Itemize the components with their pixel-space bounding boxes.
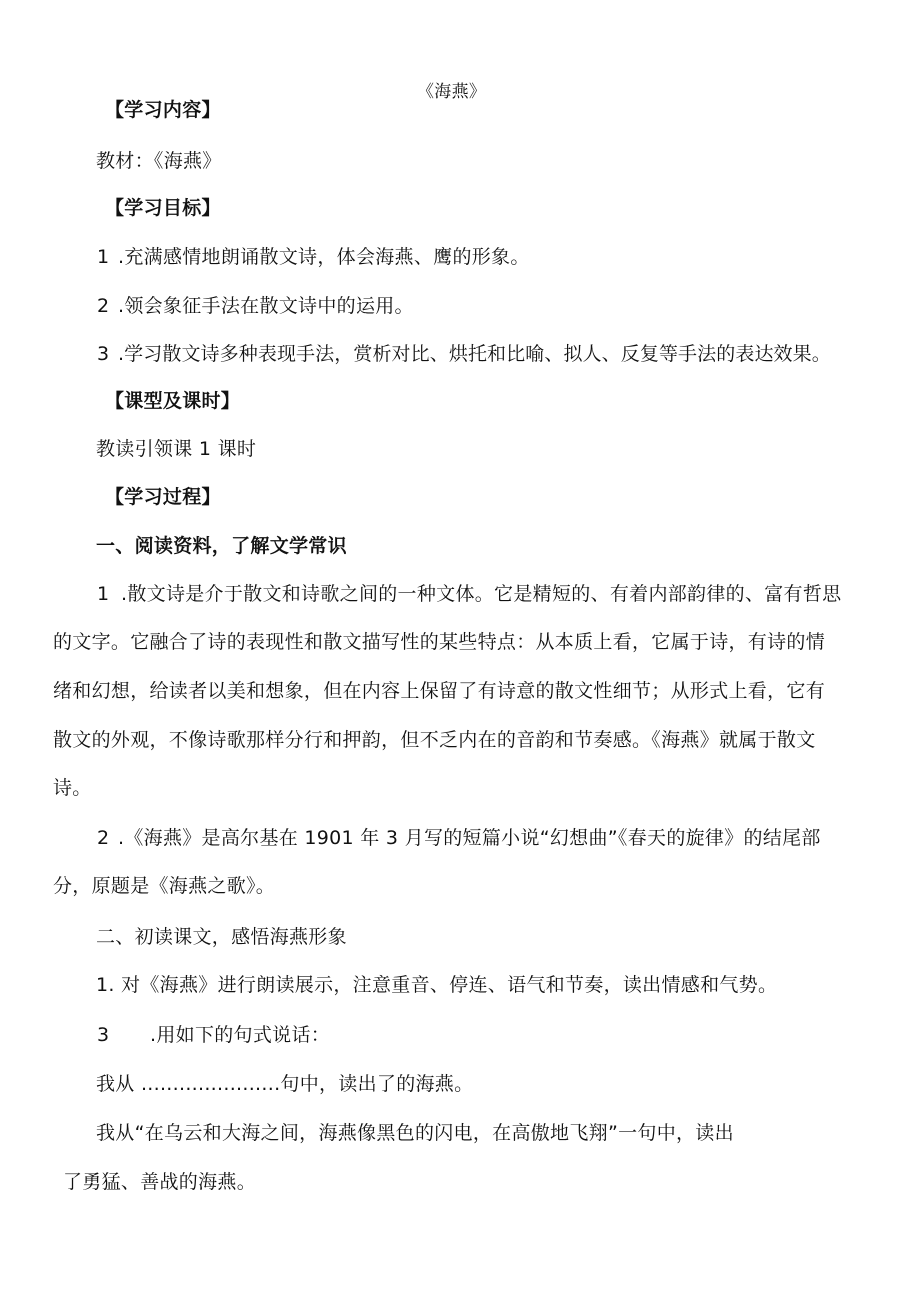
goal-1-number: 1 bbox=[97, 246, 110, 268]
goal-item-1 bbox=[97, 245, 530, 269]
paragraph-1-number: 1 bbox=[97, 583, 110, 605]
example-line-2: 了勇猛、善战的海燕。 bbox=[63, 1171, 257, 1193]
goal-1-text: .充满感情地朗诵散文诗，体会海燕、鹰的形象。 bbox=[118, 246, 530, 268]
part-2-item-1: 1. 对《海燕》进行朗读展示，注意重音、停连、语气和节奏，读出情感和气势。 bbox=[96, 974, 778, 996]
learning-process-header: 【学习过程】 bbox=[105, 486, 221, 508]
goal-2-text: .领会象征手法在散文诗中的运用。 bbox=[118, 295, 414, 317]
lesson-type-text: 教读引领课 1 课时 bbox=[96, 438, 257, 460]
part-2-heading: 二、初读课文，感悟海燕形象 bbox=[96, 926, 347, 948]
lesson-type-header: 【课型及课时】 bbox=[105, 390, 241, 412]
paragraph-1-line-1 bbox=[97, 582, 841, 606]
part-2-item-3-number: 3 bbox=[97, 1024, 110, 1046]
goal-item-2 bbox=[97, 294, 414, 318]
example-line-1: 我从“在乌云和大海之间，海燕像黑色的闪电，在高傲地飞翔”一句中，读出 bbox=[96, 1122, 734, 1144]
paragraph-2-line-2: 分，原题是《海燕之歌》。 bbox=[53, 875, 276, 897]
paragraph-2-line-1 bbox=[97, 826, 821, 850]
learning-content-header: 【学习内容】 bbox=[105, 99, 221, 121]
paragraph-2-line-1-text: .《海燕》是高尔基在 1901 年 3 月写的短篇小说“幻想曲”《春天的旋律》的结尾部 bbox=[118, 827, 821, 849]
learning-goals-header: 【学习目标】 bbox=[105, 197, 221, 219]
material-line: 教材：《海燕》 bbox=[96, 150, 222, 172]
part-1-heading: 一、阅读资料，了解文学常识 bbox=[96, 535, 347, 557]
goal-item-3 bbox=[97, 342, 831, 366]
goal-3-number: 3 bbox=[97, 343, 110, 365]
part-2-item-3-text: .用如下的句式说话： bbox=[150, 1024, 331, 1046]
paragraph-1-line-5: 诗。 bbox=[53, 777, 92, 799]
paragraph-1-line-4: 散文的外观，不像诗歌那样分行和押韵，但不乏内在的音韵和节奏感。《海燕》就属于散文 bbox=[53, 729, 816, 751]
part-2-item-3 bbox=[97, 1023, 330, 1047]
paragraph-1-line-3: 绪和幻想，给读者以美和想象，但在内容上保留了有诗意的散文性细节；从形式上看，它有 bbox=[53, 680, 826, 702]
document-title: 《海燕》 bbox=[417, 82, 487, 102]
goal-3-text: .学习散文诗多种表现手法，赏析对比、烘托和比喻、拟人、反复等手法的表达效果。 bbox=[118, 343, 831, 365]
paragraph-2-number: 2 bbox=[97, 827, 110, 849]
sentence-pattern: 我从 ......................句中，读出了的海燕。 bbox=[96, 1073, 474, 1095]
paragraph-1-line-1-text: .散文诗是介于散文和诗歌之间的一种文体。它是精短的、有着内部韵律的、富有哲思 bbox=[121, 583, 842, 605]
paragraph-1-line-2: 的文字。它融合了诗的表现性和散文描写性的某些特点：从本质上看，它属于诗，有诗的情 bbox=[53, 631, 826, 653]
goal-2-number: 2 bbox=[97, 295, 110, 317]
